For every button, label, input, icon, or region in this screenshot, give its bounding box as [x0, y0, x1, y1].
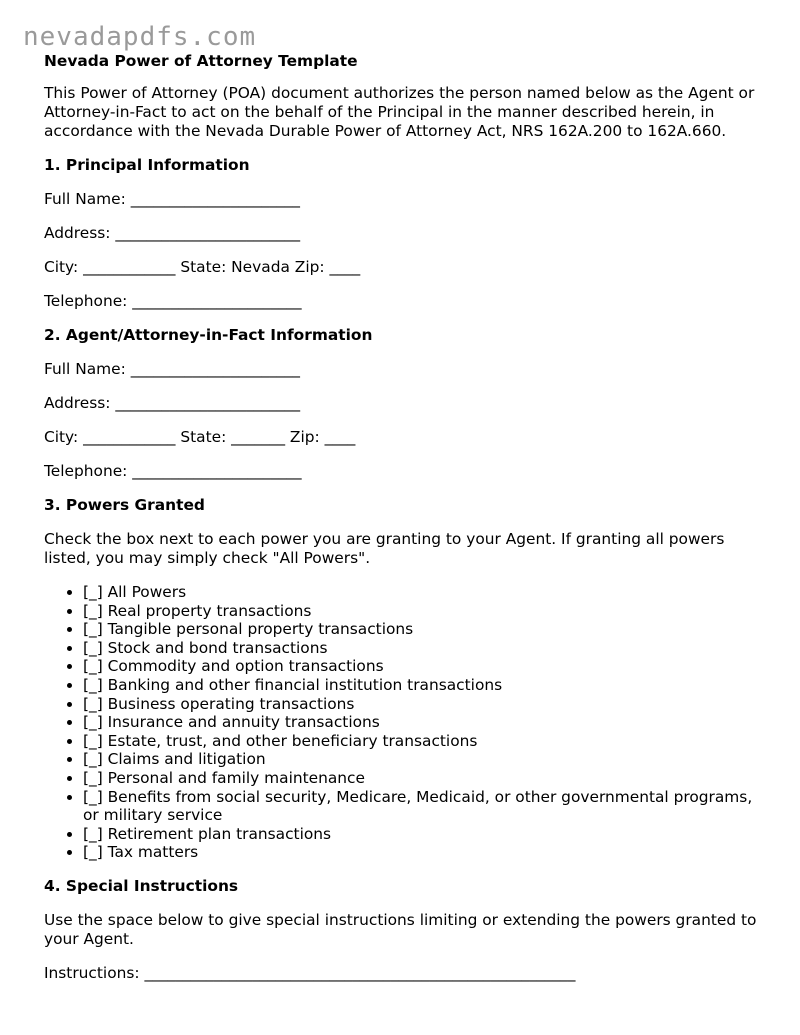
- principal-section-heading: 1. Principal Information: [44, 156, 250, 174]
- document-body: [44, 50, 764, 983]
- power-item-governmental-benefits: • [_] Benefits from social security, Medicare, Medicaid, or other governmental programs, or military service: [83, 788, 764, 825]
- agent-city-state-zip-field: City: ____________ State: _______ Zip: ____: [44, 428, 356, 446]
- powers-instructions: Check the box next to each power you are granting to your Agent. If granting all powers listed, you may simply check "All Powers".: [44, 530, 725, 567]
- special-instructions-field: Instructions: ________________________________________________________: [44, 963, 576, 982]
- principal-full-name-field: Full Name: ______________________: [44, 190, 300, 208]
- power-item-all-powers: • [_] All Powers: [83, 583, 764, 602]
- principal-city-state-zip-field: City: ____________ State: Nevada Zip: ____: [44, 258, 361, 276]
- powers-section-heading: 3. Powers Granted: [44, 496, 205, 514]
- agent-telephone-field: Telephone: ______________________: [44, 462, 302, 480]
- power-item-tax-matters: • [_] Tax matters: [83, 843, 764, 862]
- power-item-stock-and-bond: • [_] Stock and bond transactions: [83, 639, 764, 658]
- power-item-banking: • [_] Banking and other financial institution transactions: [83, 676, 764, 695]
- special-instructions-heading: 4. Special Instructions: [44, 876, 239, 895]
- agent-address-field: Address: ________________________: [44, 394, 301, 412]
- power-item-estate-trust-beneficiary: • [_] Estate, trust, and other beneficiary transactions: [83, 732, 764, 751]
- intro-paragraph: This Power of Attorney (POA) document authorizes the person named below as the Agent or Attorney-in-Fact to act on the behalf of the Principal in the manner described herein, in accordance with the Nevada Durable Power of Attorney Act, NRS 162A.200 to 162A.660.: [44, 84, 755, 140]
- power-item-commodity-and-option: • [_] Commodity and option transactions: [83, 657, 764, 676]
- powers-list: [44, 583, 764, 862]
- power-item-claims-and-litigation: • [_] Claims and litigation: [83, 750, 764, 769]
- power-item-insurance-and-annuity: • [_] Insurance and annuity transactions: [83, 713, 764, 732]
- special-instructions-description: Use the space below to give special instructions limiting or extending the powers granted to your Agent.: [44, 910, 757, 948]
- document-title: Nevada Power of Attorney Template: [44, 52, 358, 70]
- power-item-business-operating: • [_] Business operating transactions: [83, 695, 764, 714]
- agent-section-heading: 2. Agent/Attorney-in-Fact Information: [44, 326, 373, 344]
- power-item-real-property: • [_] Real property transactions: [83, 602, 764, 621]
- principal-address-field: Address: ________________________: [44, 224, 301, 242]
- agent-full-name-field: Full Name: ______________________: [44, 360, 300, 378]
- site-watermark: nevadapdfs.com: [23, 22, 257, 52]
- power-item-retirement-plan: • [_] Retirement plan transactions: [83, 825, 764, 844]
- power-item-tangible-personal-property: • [_] Tangible personal property transactions: [83, 620, 764, 639]
- power-item-personal-family-maintenance: • [_] Personal and family maintenance: [83, 769, 764, 788]
- principal-telephone-field: Telephone: ______________________: [44, 292, 302, 310]
